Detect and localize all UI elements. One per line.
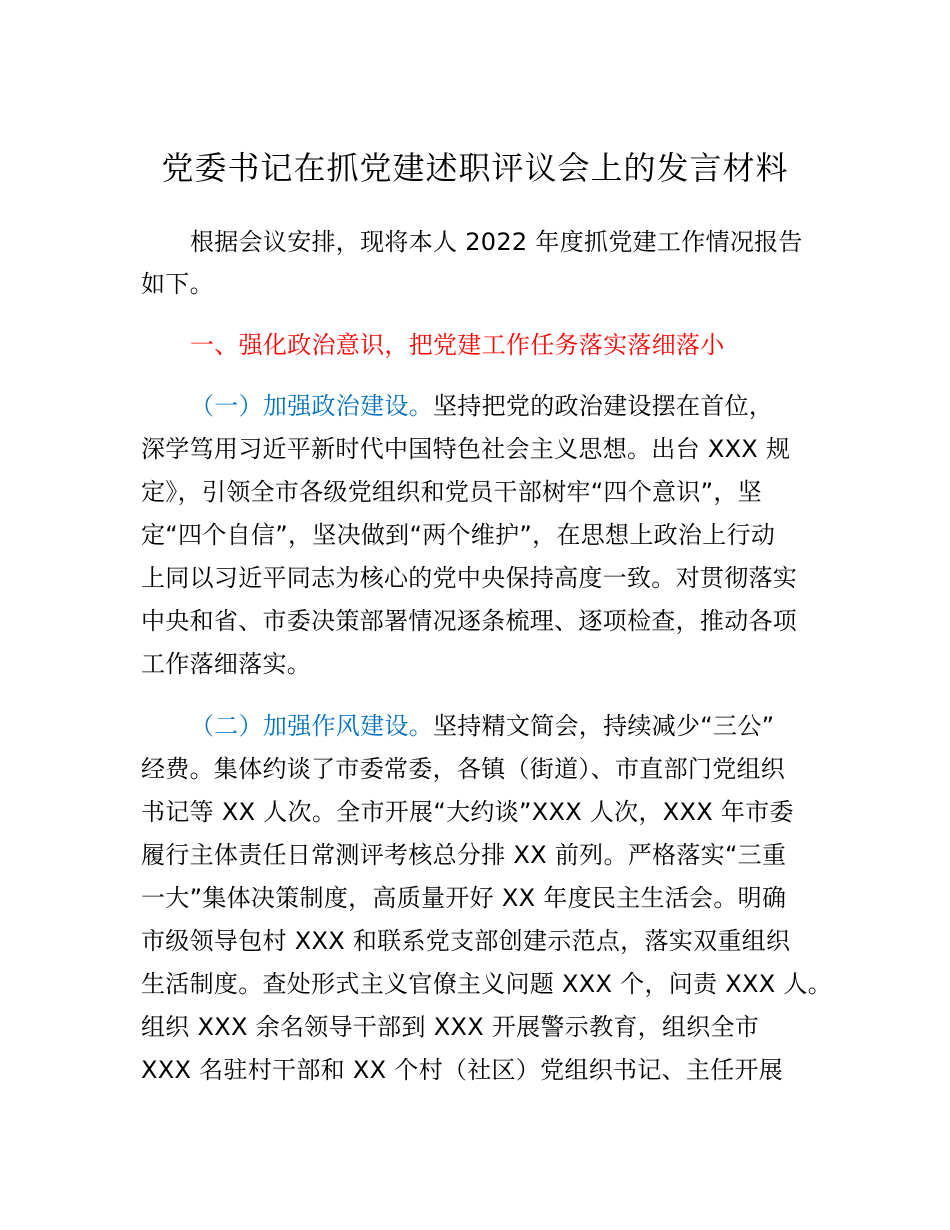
document-title: 党委书记在抓党建述职评议会上的发言材料	[161, 149, 789, 187]
para2-line-5: 一大”集体决策制度，高质量开好 XX 年度民主生活会。明确	[141, 884, 787, 912]
para2-line-9: XXX 名驻村干部和 XX 个村（社区）党组织书记、主任开展	[141, 1056, 784, 1084]
para2-label: （二）加强作风建设。	[190, 712, 433, 740]
para2-line-1-text: 坚持精文简会，持续减少“三公”	[433, 712, 775, 740]
para1-line-3: 定》，引领全市各级党组织和党员干部树牢“四个意识”，坚	[141, 478, 762, 506]
intro-line-1: 根据会议安排，现将本人 2022 年度抓党建工作情况报告	[190, 228, 803, 256]
para2-line-4: 履行主体责任日常测评考核总分排 XX 前列。严格落实“三重	[141, 841, 787, 869]
para1-line-7: 工作落细落实。	[141, 650, 312, 678]
para2-line-8: 组织 XXX 余名领导干部到 XXX 开展警示教育，组织全市	[141, 1013, 760, 1041]
para2-line-3: 书记等 XX 人次。全市开展“大约谈”XXX 人次，XXX 年市委	[141, 798, 794, 826]
para1-line-2: 深学笃用习近平新时代中国特色社会主义思想。出台 XXX 规	[141, 435, 791, 463]
para2-line-7: 生活制度。查处形式主义官僚主义问题 XXX 个，问责 XXX 人。	[141, 970, 833, 998]
para2-line-1	[190, 706, 774, 746]
para1-label: （一）加强政治建设。	[190, 392, 433, 420]
intro-line-2: 如下。	[141, 270, 214, 298]
para1-line-4: 定“四个自信”，坚决做到“两个维护”，在思想上政治上行动	[141, 521, 776, 549]
para1-line-1	[190, 386, 773, 426]
section-heading-1: 一、强化政治意识，把党建工作任务落实落细落小	[190, 331, 725, 359]
para2-line-2: 经费。集体约谈了市委常委，各镇（街道）、市直部门党组织	[141, 755, 786, 783]
para1-line-5: 上同以习近平同志为核心的党中央保持高度一致。对贯彻落实	[141, 564, 798, 592]
para2-line-6: 市级领导包村 XXX 和联系党支部创建示范点，落实双重组织	[141, 927, 791, 955]
para1-line-6: 中央和省、市委决策部署情况逐条梳理、逐项检查，推动各项	[141, 607, 798, 635]
para1-line-1-text: 坚持把党的政治建设摆在首位，	[433, 392, 774, 420]
